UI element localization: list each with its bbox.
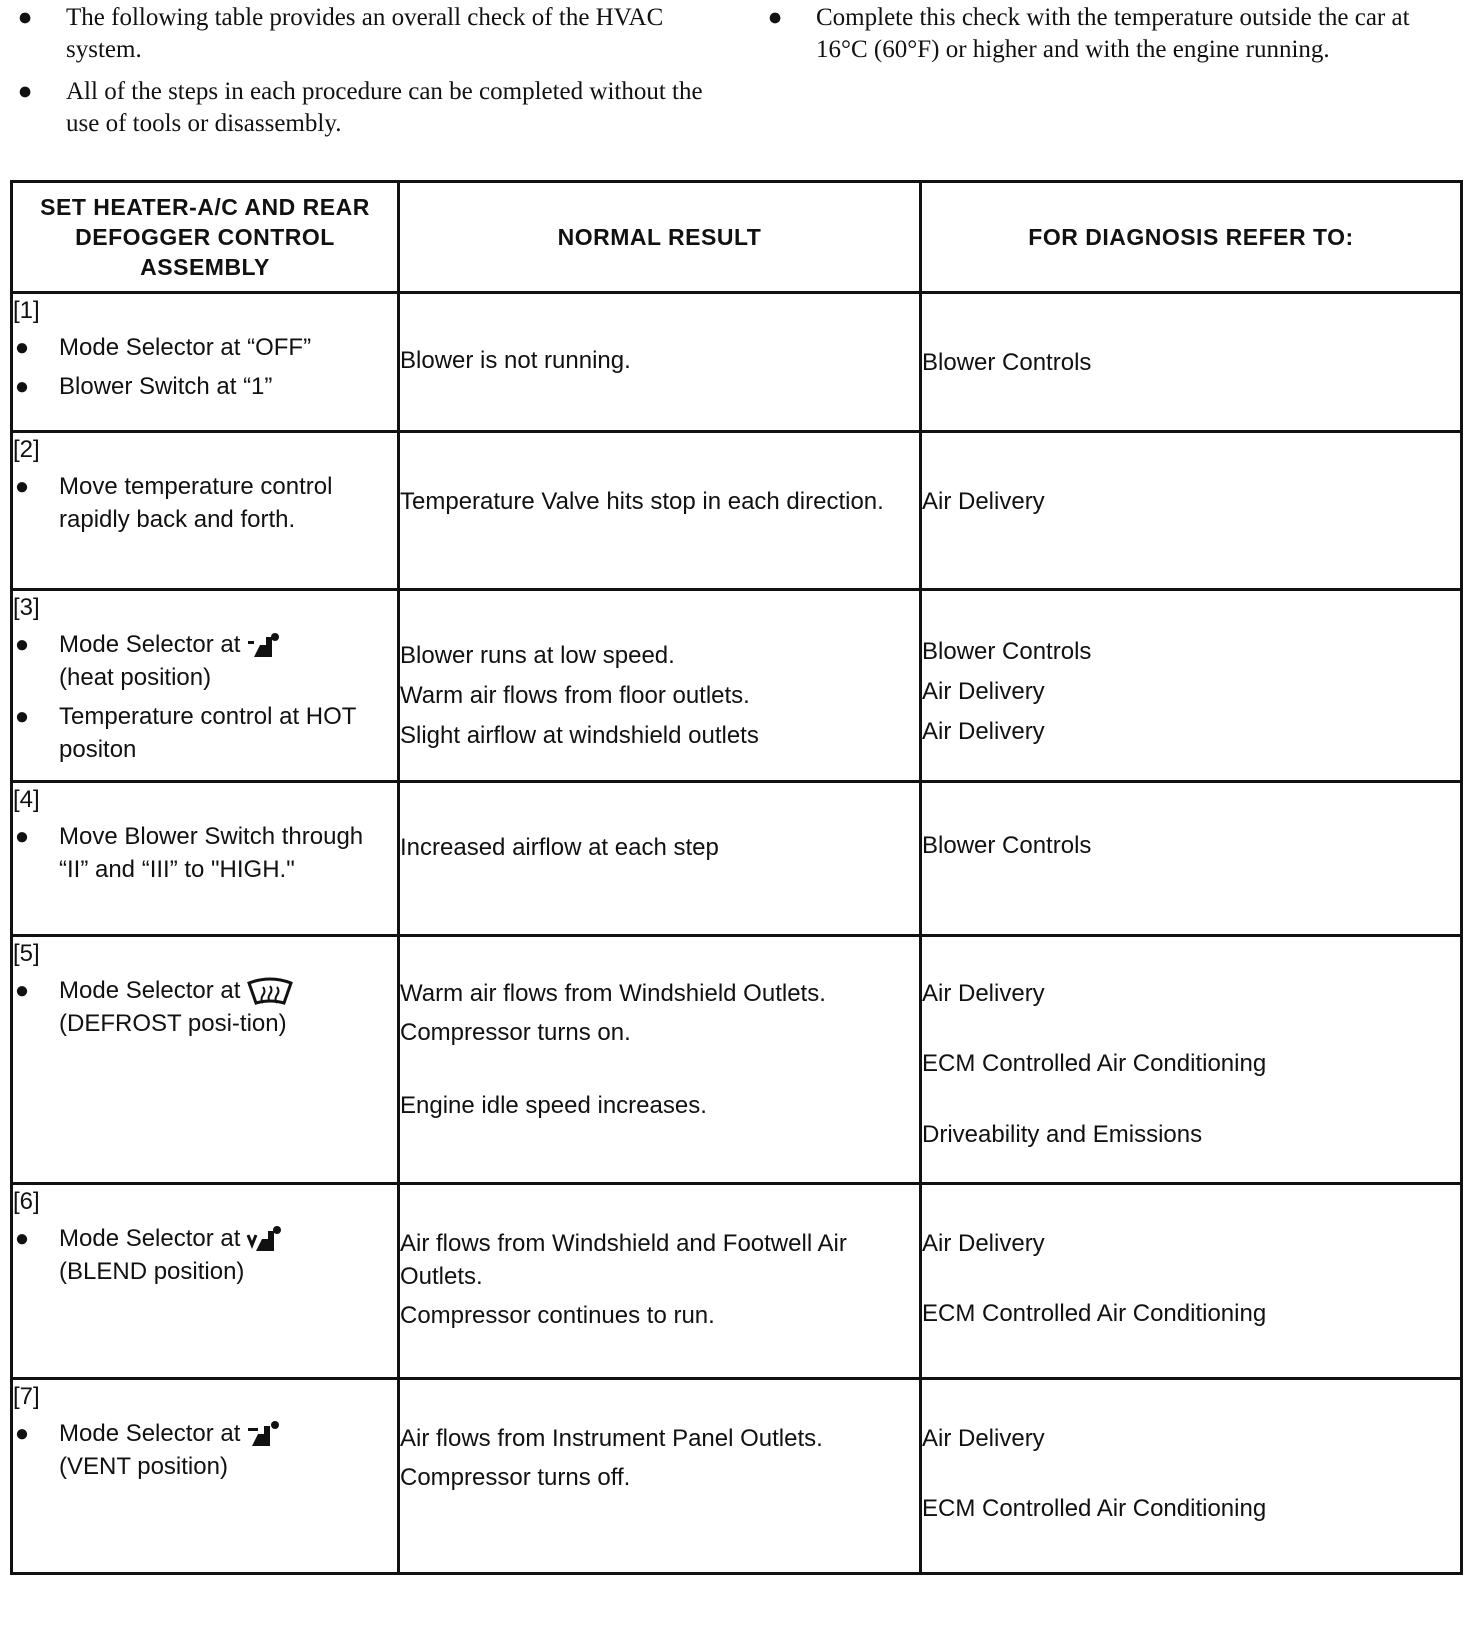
table-row bbox=[12, 590, 1462, 782]
table-header-row bbox=[12, 182, 1462, 293]
intro-right-column bbox=[760, 2, 1460, 76]
result-line: Compressor turns on. bbox=[400, 1019, 631, 1046]
header-control-assembly: SET HEATER-A/C AND REAR DEFOGGER CONTROL ASSEMBLY bbox=[12, 182, 399, 293]
setting-item: ● Mode Selector at (BLEND position) bbox=[13, 1222, 397, 1288]
settings-cell bbox=[12, 293, 399, 432]
table-row bbox=[12, 293, 1462, 432]
reference-line: Air Delivery bbox=[922, 980, 1045, 1007]
bullet-icon: ● bbox=[14, 703, 30, 730]
result-cell bbox=[399, 782, 921, 936]
bullet-icon: ● bbox=[14, 1420, 30, 1447]
result-line: Air flows from Windshield and Footwell Air Outlets. bbox=[400, 1230, 847, 1290]
result-line: Compressor turns off. bbox=[400, 1464, 631, 1491]
reference-line: Air Delivery bbox=[922, 488, 1045, 515]
bullet-icon: ● bbox=[14, 631, 30, 658]
intro-left-column bbox=[10, 2, 710, 150]
bullet-icon: ● bbox=[14, 823, 30, 850]
step-number: [1] bbox=[13, 297, 40, 324]
result-line: Temperature Valve hits stop in each direction. bbox=[400, 488, 884, 515]
bullet-icon: ● bbox=[767, 4, 783, 31]
table-row bbox=[12, 936, 1462, 1184]
reference-cell bbox=[921, 1379, 1462, 1574]
defrost-icon bbox=[246, 977, 294, 1007]
bullet-icon: ● bbox=[17, 4, 33, 31]
reference-line: Driveability and Emissions bbox=[922, 1121, 1203, 1148]
step-number: [3] bbox=[13, 594, 40, 621]
bullet-icon: ● bbox=[14, 473, 30, 500]
intro-bullet: ● Complete this check with the temperature outside the car at 16°C (60°F) or higher and with the engine running. bbox=[760, 2, 1460, 66]
reference-line: Air Delivery bbox=[922, 1230, 1045, 1257]
reference-line: ECM Controlled Air Conditioning bbox=[922, 1300, 1267, 1327]
result-line: Engine idle speed increases. bbox=[400, 1092, 707, 1119]
heat-position-icon bbox=[246, 631, 280, 661]
setting-item: ● Mode Selector at “OFF” bbox=[13, 331, 397, 364]
reference-cell bbox=[921, 432, 1462, 590]
reference-cell bbox=[921, 590, 1462, 782]
result-line: Slight airflow at windshield outlets bbox=[400, 722, 759, 749]
settings-cell bbox=[12, 590, 399, 782]
reference-line: Blower Controls bbox=[922, 832, 1092, 859]
table-row bbox=[12, 432, 1462, 590]
result-cell bbox=[399, 1379, 921, 1574]
settings-cell bbox=[12, 1184, 399, 1379]
vent-position-icon bbox=[246, 1420, 280, 1450]
result-cell bbox=[399, 1184, 921, 1379]
step-number: [7] bbox=[13, 1383, 40, 1410]
result-line: Warm air flows from floor outlets. bbox=[400, 682, 750, 709]
intro-bullet: ● The following table provides an overall check of the HVAC system. bbox=[10, 2, 710, 66]
header-diagnosis-ref: FOR DIAGNOSIS REFER TO: bbox=[921, 182, 1462, 293]
setting-item: ● Move Blower Switch through “II” and “III” to "HIGH." bbox=[13, 820, 397, 886]
reference-line: ECM Controlled Air Conditioning bbox=[922, 1495, 1267, 1522]
bullet-icon: ● bbox=[17, 78, 33, 105]
result-cell bbox=[399, 293, 921, 432]
settings-cell bbox=[12, 936, 399, 1184]
table-row bbox=[12, 1184, 1462, 1379]
reference-line: Blower Controls bbox=[922, 349, 1092, 376]
reference-cell bbox=[921, 293, 1462, 432]
bullet-icon: ● bbox=[14, 334, 30, 361]
settings-cell bbox=[12, 432, 399, 590]
result-line: Compressor continues to run. bbox=[400, 1302, 715, 1329]
result-line: Blower runs at low speed. bbox=[400, 642, 675, 669]
setting-item: ● Mode Selector at (heat position) bbox=[13, 628, 397, 694]
reference-cell bbox=[921, 936, 1462, 1184]
setting-item: ● Blower Switch at “1” bbox=[13, 370, 397, 403]
step-number: [2] bbox=[13, 436, 40, 463]
setting-item: ● Temperature control at HOT positon bbox=[13, 700, 397, 766]
intro-bullet: ● All of the steps in each procedure can be completed without the use of tools or disassembly. bbox=[10, 76, 710, 140]
header-normal-result: NORMAL RESULT bbox=[399, 182, 921, 293]
reference-cell bbox=[921, 1184, 1462, 1379]
settings-cell bbox=[12, 1379, 399, 1574]
result-cell bbox=[399, 432, 921, 590]
bullet-icon: ● bbox=[14, 1225, 30, 1252]
step-number: [4] bbox=[13, 786, 40, 813]
hvac-check-table bbox=[10, 180, 1463, 1575]
setting-item: ● Mode Selector at (VENT position) bbox=[13, 1417, 397, 1483]
reference-line: Blower Controls bbox=[922, 638, 1092, 665]
reference-line: Air Delivery bbox=[922, 718, 1045, 745]
table-row bbox=[12, 782, 1462, 936]
settings-cell bbox=[12, 782, 399, 936]
result-line: Warm air flows from Windshield Outlets. bbox=[400, 980, 826, 1007]
reference-line: ECM Controlled Air Conditioning bbox=[922, 1050, 1267, 1077]
setting-item: ● Move temperature control rapidly back and forth. bbox=[13, 470, 397, 536]
bullet-icon: ● bbox=[14, 373, 30, 400]
bullet-icon: ● bbox=[14, 977, 30, 1004]
intro-notes bbox=[0, 0, 1472, 160]
table-row bbox=[12, 1379, 1462, 1574]
result-cell bbox=[399, 936, 921, 1184]
setting-item: ● Mode Selector at (DEFROST posi-tion) bbox=[13, 974, 397, 1040]
reference-line: Air Delivery bbox=[922, 678, 1045, 705]
result-line: Blower is not running. bbox=[400, 347, 631, 374]
reference-line: Air Delivery bbox=[922, 1425, 1045, 1452]
step-number: [6] bbox=[13, 1188, 40, 1215]
reference-cell bbox=[921, 782, 1462, 936]
blend-position-icon bbox=[246, 1225, 282, 1255]
result-line: Air flows from Instrument Panel Outlets. bbox=[400, 1425, 823, 1452]
result-cell bbox=[399, 590, 921, 782]
result-line: Increased airflow at each step bbox=[400, 834, 719, 861]
step-number: [5] bbox=[13, 940, 40, 967]
